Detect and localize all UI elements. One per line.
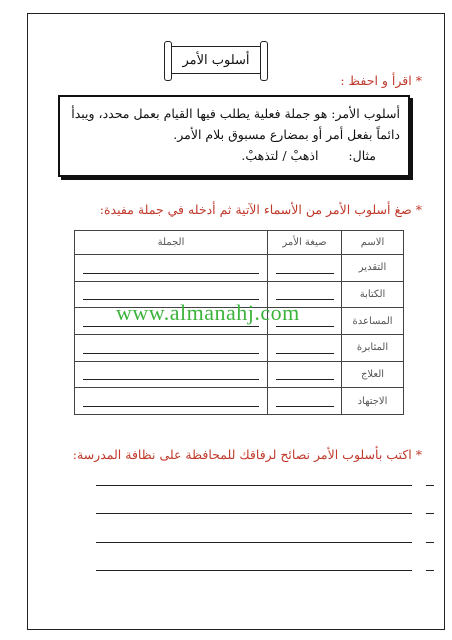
blank-line	[276, 395, 334, 407]
noun-cell: المثابرة	[342, 334, 404, 361]
blank-line	[276, 262, 334, 274]
imperative-form-cell[interactable]	[268, 334, 342, 361]
section-read-memorize-heading: *اقرأ و احفظ :	[340, 73, 422, 88]
section-compose-heading: *صغ أسلوب الأمر من الأسماء الآتية ثم أدخله في جملة مفيدة:	[99, 202, 422, 217]
noun-cell: العلاج	[342, 361, 404, 388]
page-title: أسلوب الأمر	[182, 52, 250, 68]
table-row	[75, 334, 404, 361]
example-label: مثال:	[348, 148, 376, 163]
imperative-form-cell[interactable]	[268, 388, 342, 415]
answer-line-dash	[426, 570, 434, 571]
noun-cell: المساعدة	[342, 308, 404, 335]
sentence-cell[interactable]	[75, 334, 268, 361]
imperative-form-cell[interactable]	[268, 361, 342, 388]
watermark: www.almanahj.com	[116, 300, 300, 325]
star-marker: *	[415, 73, 422, 88]
blank-line	[83, 288, 259, 300]
sentence-cell[interactable]	[75, 361, 268, 388]
definition-box	[58, 95, 410, 177]
star-marker: *	[415, 447, 422, 462]
answer-line[interactable]	[96, 485, 412, 486]
section-advice-heading: *اكتب بأسلوب الأمر نصائح لرفاقك للمحافظة على نظافة المدرسة:	[72, 447, 422, 462]
answer-line[interactable]	[96, 542, 412, 543]
sentence-cell[interactable]	[75, 255, 268, 282]
answer-line[interactable]	[96, 570, 412, 571]
definition-line-2: دائماً بفعل أمر أو بمضارع مسبوق بلام الأمر.	[173, 127, 400, 142]
noun-cell: الاجتهاد	[342, 388, 404, 415]
blank-line	[83, 368, 259, 380]
blank-line	[83, 395, 259, 407]
answer-line-dash	[426, 485, 434, 486]
sentence-cell[interactable]	[75, 388, 268, 415]
example-line	[68, 145, 400, 166]
blank-line	[276, 342, 334, 354]
header-sentence: الجملة	[75, 231, 268, 255]
answer-line-dash	[426, 513, 434, 514]
star-marker: *	[415, 202, 422, 217]
table-row	[75, 388, 404, 415]
title-scroll-banner	[168, 46, 264, 74]
table-row	[75, 361, 404, 388]
answer-line-dash	[426, 542, 434, 543]
blank-line	[276, 368, 334, 380]
table-row	[75, 255, 404, 282]
example-text: اذهبْ / لتذهبْ.	[241, 148, 319, 163]
noun-cell: التقدير	[342, 255, 404, 282]
definition-line-1: أسلوب الأمر: هو جملة فعلية يطلب فيها القيام بعمل محدد، ويبدأ	[71, 106, 400, 121]
answer-line[interactable]	[96, 513, 412, 514]
blank-line	[276, 288, 334, 300]
header-noun: الاسم	[342, 231, 404, 255]
header-imperative-form: صيغة الأمر	[268, 231, 342, 255]
noun-cell: الكتابة	[342, 281, 404, 308]
table-header-row	[75, 231, 404, 255]
imperative-form-cell[interactable]	[268, 255, 342, 282]
blank-line	[83, 262, 259, 274]
blank-line	[83, 342, 259, 354]
